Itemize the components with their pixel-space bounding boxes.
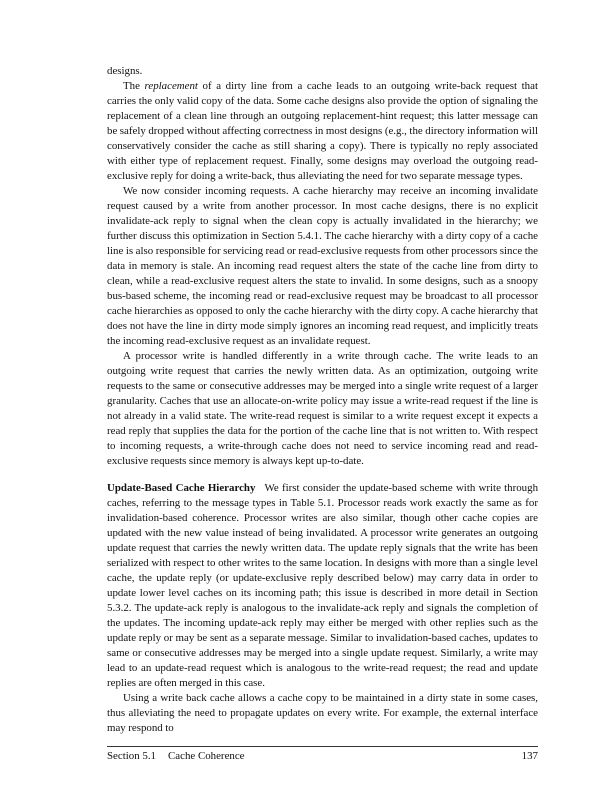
paragraph-continuation: designs. xyxy=(107,65,143,77)
footer-section-number: Section 5.1 xyxy=(107,750,157,762)
paragraph-write-back: Using a write back cache allows a cache copy to be maintained in a dirty state in some cases, thus alleviating the need to propagate updates on every write. For example, the external interface may respond to xyxy=(107,692,538,734)
footer-section-title: Cache Coherence xyxy=(168,750,245,762)
paragraph-replacement xyxy=(107,79,538,184)
paragraph-write-through: A processor write is handled differently in a write through cache. The write leads to an outgoing write request that carries the newly written data. As an optimization, outgoing write requests to the same or consecutive addresses may be merged into a single write request of a larger granularity. Caches that use an allocate-on-write policy may issue a write-read request if the line is not already in a valid state. The write-read request is similar to a write request except it expects a read reply that supplies the data for the portion of the cache line that is not written to. With respect to incoming requests, a write-through cache does not need to service incoming read and read-exclusive requests since memory is always kept up-to-date. xyxy=(107,350,538,467)
paragraph-update-based xyxy=(107,481,538,691)
paragraph-incoming-requests: We now consider incoming requests. A cache hierarchy may receive an incoming invalidate request caused by a write from another processor. In most cache designs, there is no explicit invalidate-ack reply to signal when the clean copy is actually invalidated in the hierarchy; we further discuss this optimization in Section 5.4.1. The cache hierarchy with a dirty copy of a cache line is also responsible for servicing read or read-exclusive requests from other processors since the data in memory is stale. An incoming read request alters the state of the cache line from dirty to clean, while a read-exclusive request alters the state to invalid. In some designs, such as a snoopy bus-based scheme, the incoming read or read-exclusive request may be broadcast to all processor cache hierarchies as opposed to only the cache hierarchy with the dirty copy. A cache hierarchy that does not have the line in dirty mode simply ignores an incoming read request, and implicitly treats the incoming read-exclusive request as an invalidate request. xyxy=(107,185,538,347)
text: The xyxy=(123,80,145,92)
text: of a dirty line from a cache leads to an outgoing write-back request that carries the only valid copy of the data. Some cache designs also provide the option of signaling the replacement of a clean line through an outgoing replacement-hint request; this latter message can be safely dropped without affecting correctness in most designs (e.g., the directory information will conservatively consider the cache as still sharing a copy). There is typically no reply associated with either type of replacement request. Finally, some designs may overload the outgoing read-exclusive reply for doing a write-back, thus alleviating the need for two separate message types. xyxy=(107,80,538,182)
footer-rule xyxy=(107,746,538,747)
page-number: 137 xyxy=(521,750,538,762)
page-body xyxy=(107,64,538,736)
page-footer xyxy=(107,749,538,763)
text: We first consider the update-based scheme with write through caches, referring to the message types in Table 5.1. Processor reads work exactly the same as for invalidation-based coherence. Processor writes are also similar, though other cache copies are updated with the new value instead of being invalidated. A processor write generates an outgoing update request that carries the newly written data. The update reply signals that the write has been serialized with respect to other writes to the same location. In designs with more than a single level cache, the update reply (or update-exclusive reply described below) may carry data in order to update lower level caches on its incoming path; this issue is described in more detail in Section 5.3.2. The update-ack reply is analogous to the invalidate-ack reply and signals the completion of the updates. The incoming update-ack reply may either be merged with other replies such as the update reply or may be sent as a separate message. Similar to invalidation-based caches, updates to same or consecutive addresses may be merged into a single update request. Similarly, a write may lead to an update-read request which is analogous to the write-read request; the read and update replies are often merged in this case. xyxy=(107,482,539,689)
emphasis-term: replacement xyxy=(144,80,198,92)
section-heading: Update-Based Cache Hierarchy xyxy=(107,482,256,494)
